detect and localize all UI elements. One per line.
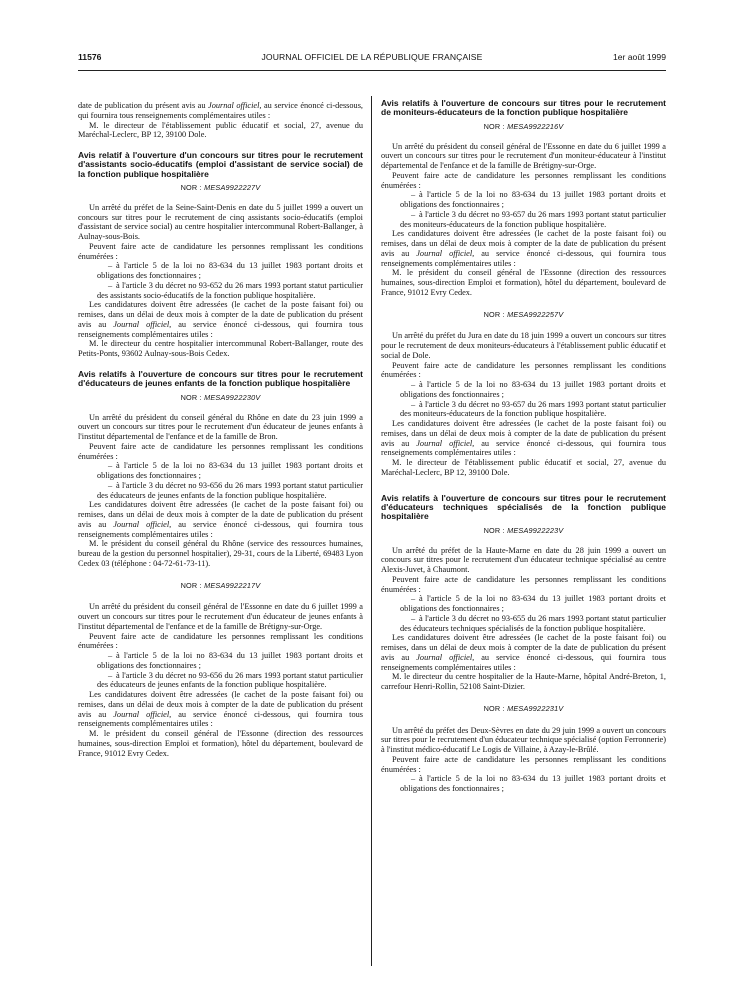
notice-paragraph: Un arrêté du président du conseil général de l'Essonne en date du 6 juillet 1999 a ouvert un concours sur titres pour le recrutement d'un moniteur-éducateur à l'institut départemental de l'enfance et de la famille de Brétigny-sur-Orge. [381, 141, 666, 171]
notice-paragraph: Un arrêté du préfet de la Seine-Saint-Denis en date du 5 juillet 1999 a ouvert un concours sur titres pour le recrutement de cinq assistants socio-éducatifs (emploi d'assistant de service social) au centre hospitalier intercommunal Robert-Ballanger, à Aulnay-sous-Bois. [78, 202, 363, 242]
left-column [78, 101, 363, 758]
condition-item: – à l'article 3 du décret no 93-655 du 26 mars 1993 portant statut particulier des éducateurs techniques spécialisés de la fonction publique hospitalière. [400, 613, 666, 633]
nor-reference: NOR : MESA9922227V [180, 183, 261, 193]
notice-title: Avis relatifs à l'ouverture de concours sur titres pour le recrutement de moniteurs-éducateurs de la fonction publique hospitalière [381, 98, 666, 118]
notice-paragraph: Peuvent faire acte de candidature les personnes remplissant les conditions énumérées : [78, 441, 363, 461]
contact-address: M. le président du conseil général de l'Essonne (direction des ressources humaines, sous-direction Emploi et formation), hôtel du département, boulevard de France, 91012 Evry Cedex. [381, 268, 666, 297]
contact-address: M. le président du conseil général du Rhône (service des ressources humaines, bureau de la gestion du personnel hospitalier), 29-31, cours de la Liberté, 69483 Lyon Cedex 03 (téléphone : 04-72-61-73-11). [78, 539, 363, 568]
notice-paragraph: Un arrêté du président du conseil général du Rhône en date du 23 juin 1999 a ouvert un concours sur titres pour le recrutement d'un éducateur de jeunes enfants à l'institut départemental de l'enfance et de la famille de Bron. [78, 412, 363, 442]
notice-paragraph: Un arrêté du préfet de la Haute-Marne en date du 28 juin 1999 a ouvert un concours sur titres pour le recrutement d'un éducateur technique spécialisé au centre Alexis-Juvet, à Chaumont. [381, 545, 666, 575]
contact-address: M. le directeur du centre hospitalier intercommunal Robert-Ballanger, route des Petits-Ponts, 93602 Aulnay-sous-Bois Cedex. [78, 339, 363, 359]
nor-reference: NOR : MESA9922257V [483, 309, 564, 319]
condition-item: – à l'article 5 de la loi no 83-634 du 13 juillet 1983 portant droits et obligations des fonctionnaires ; [97, 461, 363, 481]
condition-item: – à l'article 3 du décret no 93-656 du 26 mars 1993 portant statut particulier des éducateurs de jeunes enfants de la fonction publique hospitalière. [97, 670, 363, 690]
notice-paragraph: Les candidatures doivent être adressées (le cachet de la poste faisant foi) ou remises, dans un délai de deux mois à compter de la date de publication du présent avis au Journal officiel, au service énoncé ci-dessous, qui fournira tous renseignements complémentaires utiles : [78, 500, 363, 539]
notice-paragraph: Peuvent faire acte de candidature les personnes remplissant les conditions énumérées : [381, 574, 666, 594]
notice-paragraph: Les candidatures doivent être adressées (le cachet de la poste faisant foi) ou remises, dans un délai de deux mois à compter de la date de publication du présent avis au Journal officiel, au service énoncé ci-dessous, qui fournira tous renseignements complémentaires utiles : [78, 690, 363, 729]
condition-item: – à l'article 3 du décret no 93-657 du 26 mars 1993 portant statut particulier des moniteurs-éducateurs de la fonction publique hospitalière. [400, 399, 666, 419]
condition-item: – à l'article 3 du décret no 93-656 du 26 mars 1993 portant statut particulier des éducateurs de jeunes enfants de la fonction publique hospitalière. [97, 480, 363, 500]
notice-paragraph: Un arrêté du préfet des Deux-Sèvres en date du 29 juin 1999 a ouvert un concours sur titres pour le recrutement d'un éducateur technique spécialisé (option Ferronnerie) à l'institut médico-éducatif Le Logis de Villaine, à Azay-le-Brûlé. [381, 725, 666, 755]
carry-over-address: M. le directeur de l'établissement public éducatif et social, 27, avenue du Maréchal-Leclerc, BP 12, 39100 Dole. [78, 120, 363, 140]
notice-paragraph: Les candidatures doivent être adressées (le cachet de la poste faisant foi) ou remises, dans un délai de deux mois à compter de la date de publication du présent avis au Journal officiel, au service énoncé ci-dessous, qui fournira tous renseignements complémentaires utiles : [381, 419, 666, 458]
right-column [381, 99, 666, 794]
condition-item: – à l'article 3 du décret no 93-657 du 26 mars 1993 portant statut particulier des moniteurs-éducateurs de la fonction publique hospitalière. [400, 209, 666, 229]
notice-paragraph: Peuvent faire acte de candidature les personnes remplissant les conditions énumérées : [381, 754, 666, 774]
contact-address: M. le président du conseil général de l'Essonne (direction des ressources humaines, sous-direction Emploi et formation), hôtel du département, boulevard de France, 91012 Evry Cedex. [78, 729, 363, 758]
nor-reference: NOR : MESA9922216V [483, 121, 564, 131]
notice-paragraph: Peuvent faire acte de candidature les personnes remplissant les conditions énumérées : [78, 241, 363, 261]
condition-item: – à l'article 5 de la loi no 83-634 du 13 juillet 1983 portant droits et obligations des fonctionnaires ; [400, 190, 666, 210]
contact-address: M. le directeur de l'établissement public éducatif et social, 27, avenue du Maréchal-Leclerc, BP 12, 39100 Dole. [381, 458, 666, 477]
nor-reference: NOR : MESA9922231V [483, 703, 564, 713]
contact-address: M. le directeur du centre hospitalier de la Haute-Marne, hôpital André-Breton, 1, carrefour Henri-Rollin, 52108 Saint-Dizier. [381, 672, 666, 692]
notice-paragraph: Les candidatures doivent être adressées (le cachet de la poste faisant foi) ou remises, dans un délai de deux mois à compter de la date de publication du présent avis au Journal officiel, au service énoncé ci-dessous, qui fournira tous renseignements complémentaires utiles : [381, 633, 666, 672]
carry-over-paragraph: date de publication du présent avis au Journal officiel, au service énoncé ci-dessous, qui fournira tous renseignements complémentaires utiles : [78, 101, 363, 120]
condition-item: – à l'article 5 de la loi no 83-634 du 13 juillet 1983 portant droits et obligations des fonctionnaires ; [400, 774, 666, 794]
nor-reference: NOR : MESA9922230V [180, 392, 261, 402]
header-rule [78, 70, 666, 71]
notice-paragraph: Peuvent faire acte de candidature les personnes remplissant les conditions énumérées : [381, 360, 666, 380]
notice-paragraph: Peuvent faire acte de candidature les personnes remplissant les conditions énumérées : [381, 170, 666, 190]
condition-item: – à l'article 5 de la loi no 83-634 du 13 juillet 1983 portant droits et obligations des fonctionnaires ; [97, 261, 363, 281]
page-header [78, 52, 666, 66]
notice-title: Avis relatif à l'ouverture d'un concours sur titres pour le recrutement d'assistants socio-éducatifs (emploi d'assistant de service social) de la fonction publique hospitalière [78, 150, 363, 179]
notice-paragraph: Les candidatures doivent être adressées (le cachet de la poste faisant foi) ou remises, dans un délai de deux mois à compter de la date de publication du présent avis au Journal officiel, au service énoncé ci-dessous, qui fournira tous renseignements complémentaires utiles : [381, 229, 666, 268]
column-divider [371, 96, 372, 966]
issue-date: 1er août 1999 [612, 52, 666, 62]
condition-item: – à l'article 3 du décret no 93-652 du 26 mars 1993 portant statut particulier des assistants socio-éducatifs de la fonction publique hospitalière. [97, 280, 363, 300]
notice-paragraph: Un arrêté du président du conseil général de l'Essonne en date du 6 juillet 1999 a ouvert un concours sur titres pour le recrutement d'un éducateur de jeunes enfants à l'institut départemental de l'enfance et de la famille de Brétigny-sur-Orge. [78, 602, 363, 631]
notice-paragraph: Un arrêté du préfet du Jura en date du 18 juin 1999 a ouvert un concours sur titres pour le recrutement de deux moniteurs-éducateurs à l'établissement public éducatif et social de Dole. [381, 331, 666, 360]
condition-item: – à l'article 5 de la loi no 83-634 du 13 juillet 1983 portant droits et obligations des fonctionnaires ; [400, 380, 666, 399]
notice-paragraph: Peuvent faire acte de candidature les personnes remplissant les conditions énumérées : [78, 631, 363, 651]
notice-title: Avis relatifs à l'ouverture de concours sur titres pour le recrutement d'éducateurs techniques spécialisés de la fonction publique hospitalière [381, 492, 666, 522]
page-number: 11576 [78, 52, 102, 62]
condition-item: – à l'article 5 de la loi no 83-634 du 13 juillet 1983 portant droits et obligations des fonctionnaires ; [400, 594, 666, 614]
notice-title: Avis relatifs à l'ouverture de concours sur titres pour le recrutement d'éducateurs de jeunes enfants de la fonction publique hospitalière [78, 368, 363, 389]
notice-paragraph: Les candidatures doivent être adressées (le cachet de la poste faisant foi) ou remises, dans un délai de deux mois à compter de la date de publication du présent avis au Journal officiel, au service énoncé ci-dessous, qui fournira tous renseignements complémentaires utiles : [78, 300, 363, 339]
journal-title: JOURNAL OFFICIEL DE LA RÉPUBLIQUE FRANÇAISE [261, 52, 483, 62]
nor-reference: NOR : MESA9922217V [180, 580, 261, 590]
condition-item: – à l'article 5 de la loi no 83-634 du 13 juillet 1983 portant droits et obligations des fonctionnaires ; [97, 651, 363, 670]
nor-reference: NOR : MESA9922223V [483, 525, 564, 535]
